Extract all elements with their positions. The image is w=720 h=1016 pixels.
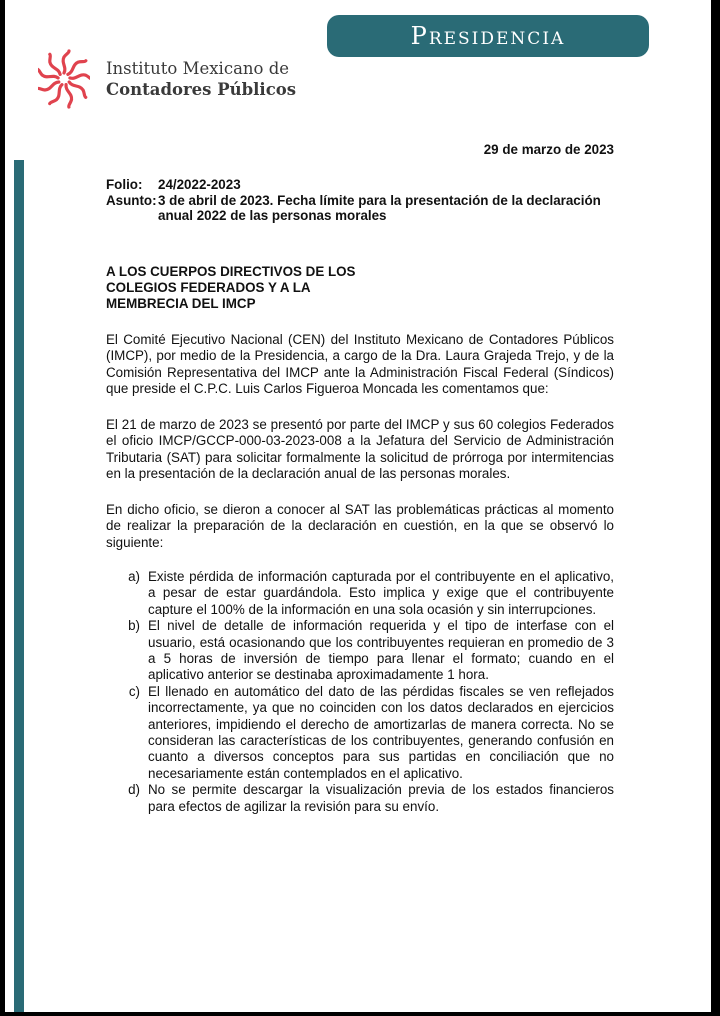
list-item-text: No se permite descargar la visualización previa de los estados financieros para efectos de agilizar la revisión para su envío. xyxy=(148,782,614,814)
left-margin-bar xyxy=(14,160,24,1012)
list-marker: d) xyxy=(128,782,140,798)
imcp-logo-icon xyxy=(38,48,90,110)
list-marker: a) xyxy=(128,569,140,584)
paragraph: En dicho oficio, se dieron a conocer al SAT las problemáticas prácticas al momento de realizar la preparación de la declaración en cuestión, en la que se observó lo siguiente: xyxy=(106,501,614,550)
letter-body xyxy=(106,142,614,815)
folio-row xyxy=(106,177,614,193)
letter-meta xyxy=(106,177,614,224)
banner-title: Presidencia xyxy=(410,22,566,50)
asunto-value: 3 de abril de 2023. Fecha límite para la presentación de la declaración anual 2022 de las personas morales xyxy=(158,192,601,223)
presidencia-banner xyxy=(327,15,649,57)
folio-label: Folio: xyxy=(106,177,143,192)
list-item xyxy=(106,569,614,618)
asunto-label: Asunto: xyxy=(106,192,157,208)
paragraph: El 21 de marzo de 2023 se presentó por parte del IMCP y sus 60 colegios Federados el oficio IMCP/GCCP-000-03-2023-008 a la Jefatura del Servicio de Administración Tributaria (SAT) para solicitar formalmente la solicitud de prórroga por intermitencias en la presentación de la declaración anual de las personas morales. xyxy=(106,416,614,481)
document-page xyxy=(5,0,711,1012)
list-marker: b) xyxy=(128,618,140,634)
paragraph: El Comité Ejecutivo Nacional (CEN) del Instituto Mexicano de Contadores Públicos (IMCP), por medio de la Presidencia, a cargo de la Dra. Laura Grajeda Trejo, y de la Comisión Representativa del IMCP ante la Administración Fiscal Federal (Síndicos) que preside el C.P.C. Luis Carlos Figueroa Moncada les comentamos que: xyxy=(106,331,614,396)
letter-date: 29 de marzo de 2023 xyxy=(483,142,614,157)
list-item-text: El nivel de detalle de información requerida y el tipo de interfase con el usuario, está ocasionando que los contribuyentes requieran en promedio de 3 a 5 horas de inversión de tiempo para llenar el formato; cuando en el aplicativo anterior se destinaba aproximadamente 1 hora. xyxy=(148,618,614,683)
org-name-line-1: Instituto Mexicano de xyxy=(106,59,290,78)
list-item-text: Existe pérdida de información capturada por el contribuyente en el aplicativo, a pesar de estar guardándola. Esto implica y exige que el contribuyente capture el 100% de la información en una sola ocasión y sin interrupciones. xyxy=(148,569,614,617)
list-item xyxy=(106,618,614,684)
addressee: A LOS CUERPOS DIRECTIVOS DE LOS COLEGIOS FEDERADOS Y A LA MEMBRECIA DEL IMCP xyxy=(106,263,356,311)
org-name-line-2: Contadores Públicos xyxy=(106,80,297,99)
list-marker: c) xyxy=(128,683,140,699)
observations-list xyxy=(106,569,614,815)
list-item-text: El llenado en automático del dato de las pérdidas fiscales se ven reflejados incorrectamente, ya que no coinciden con los datos declarados en ejercicios anteriores, impidiendo el derecho de amortizarlas de manera correcta. No se consideran las características de los contribuyentes, generando confusión en cuanto a diversos conceptos para sus partidas en conciliación que no necesariamente están contemplados en el aplicativo. xyxy=(148,683,614,781)
list-item xyxy=(106,684,614,782)
folio-value: 24/2022-2023 xyxy=(158,177,241,192)
list-item xyxy=(106,782,614,815)
asunto-row xyxy=(106,193,614,224)
organization-name xyxy=(106,58,296,100)
